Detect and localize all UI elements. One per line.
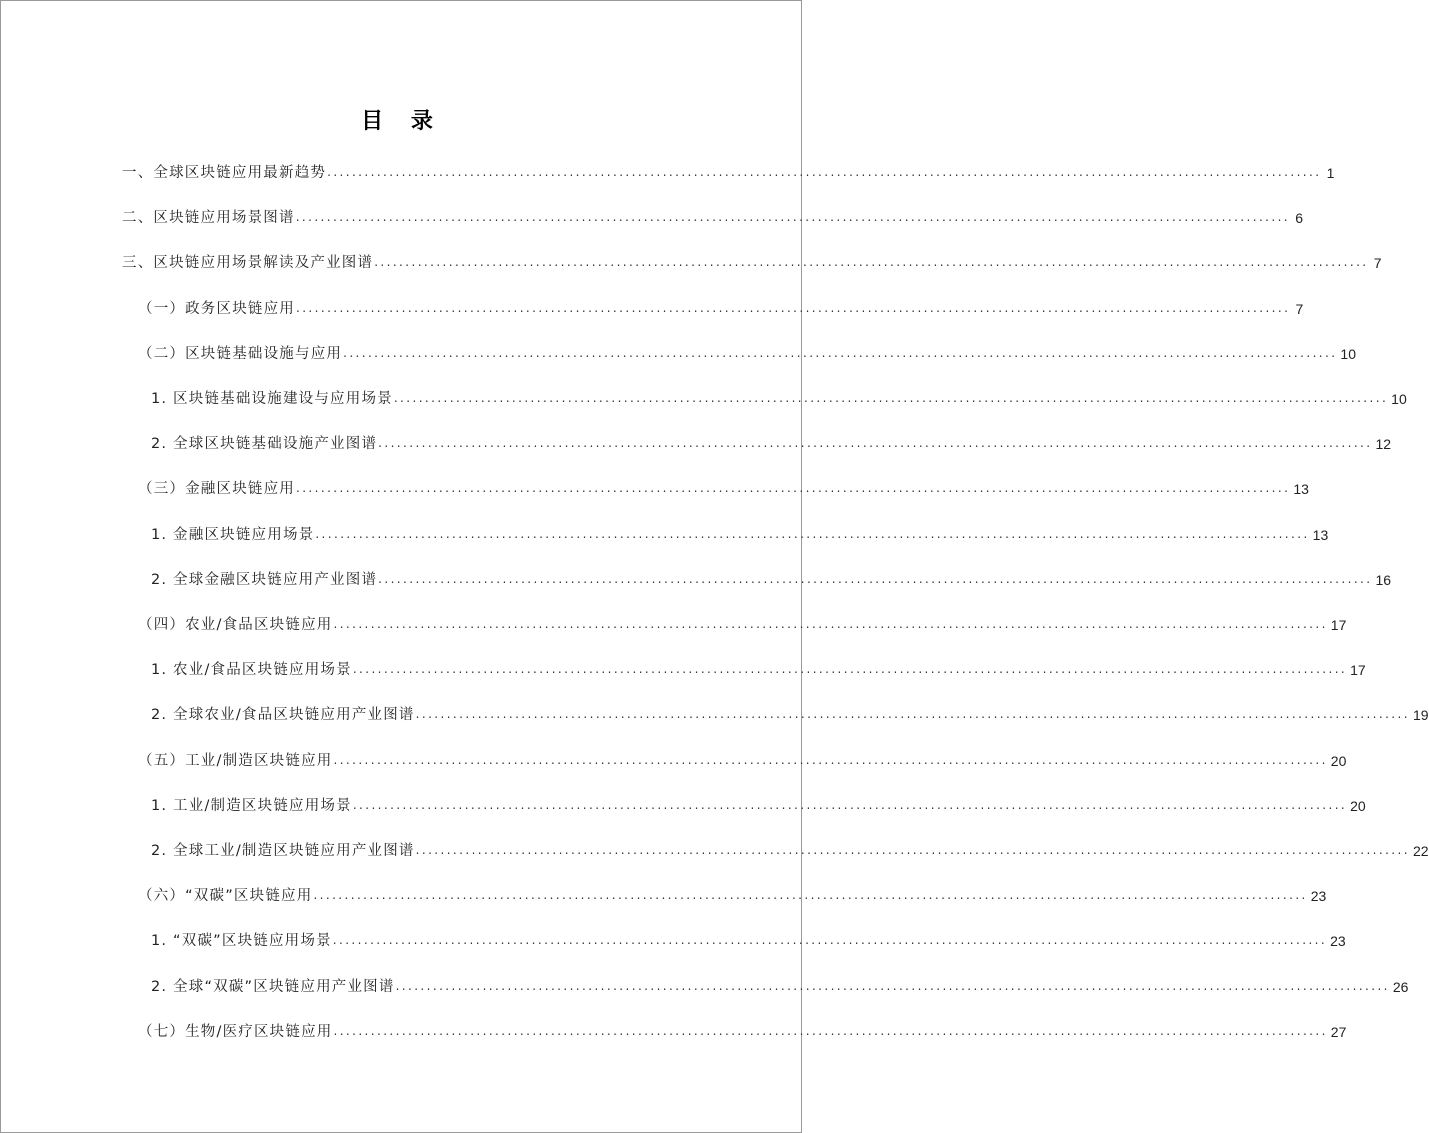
- toc-dot-leader: ................................................................................................................................................................: [333, 1023, 1328, 1038]
- toc-page-number: 17: [1330, 617, 1347, 633]
- toc-entry[interactable]: [138, 295, 1304, 319]
- toc-entry[interactable]: [138, 475, 1309, 499]
- toc-entry[interactable]: [151, 385, 1407, 409]
- toc-entry[interactable]: [151, 430, 1392, 454]
- toc-entry[interactable]: [151, 566, 1392, 590]
- toc-entry-title: 一、全球区块链应用最新趋势: [122, 165, 327, 181]
- toc-page-number: 13: [1293, 481, 1309, 498]
- toc-page-number: 20: [1330, 752, 1347, 769]
- toc-dot-leader: ................................................................................................................................................................: [415, 707, 1410, 722]
- toc-entry[interactable]: [138, 882, 1327, 906]
- toc-entry-title: （四）农业/食品区块链应用: [138, 617, 333, 633]
- toc-dot-leader: ................................................................................................................................................................: [313, 888, 1308, 903]
- toc-entry-title: 1. “双碳”区块链应用场景: [151, 933, 332, 950]
- toc-page-number: 20: [1350, 797, 1366, 814]
- toc-entry-title: （一）政务区块链应用: [138, 300, 295, 317]
- toc-entry[interactable]: [151, 927, 1346, 951]
- toc-entry-title: 1. 工业/制造区块链应用场景: [151, 797, 352, 814]
- toc-entry-title: 二、区块链应用场景图谱: [122, 210, 295, 227]
- toc-entry-title: 三、区块链应用场景解读及产业图谱: [122, 255, 374, 272]
- toc-entry[interactable]: [138, 1018, 1347, 1042]
- toc-dot-leader: ................................................................................................................................................................: [415, 843, 1410, 857]
- toc-entry-title: 2. 全球“双碳”区块链应用产业图谱: [151, 978, 395, 995]
- toc-entry[interactable]: [138, 611, 1347, 635]
- toc-dot-leader: ................................................................................................................................................................: [378, 571, 1373, 586]
- toc-page-number: 7: [1373, 255, 1382, 272]
- toc-dot-leader: ................................................................................................................................................................: [393, 391, 1389, 405]
- toc-entry-title: （二）区块链基础设施与应用: [138, 345, 343, 362]
- toc-page-number: 26: [1392, 978, 1409, 995]
- toc-entry-title: 1. 金融区块链应用场景: [151, 526, 315, 543]
- toc-entry-title: （七）生物/医疗区块链应用: [138, 1023, 333, 1040]
- toc-page-number: 1: [1326, 165, 1335, 181]
- toc-page-number: 17: [1350, 662, 1366, 679]
- toc-entry[interactable]: [151, 521, 1329, 545]
- toc-page-number: 10: [1340, 345, 1356, 362]
- toc-dot-leader: ................................................................................................................................................................: [378, 436, 1373, 451]
- toc-page-number: 22: [1412, 843, 1429, 859]
- toc-entry[interactable]: [151, 792, 1366, 816]
- toc-entry[interactable]: [151, 701, 1429, 725]
- toc-entry-title: 2. 全球工业/制造区块链应用产业图谱: [151, 843, 415, 859]
- toc-dot-leader: ................................................................................................................................................................: [374, 255, 1369, 270]
- toc-entry[interactable]: [138, 747, 1347, 771]
- toc-dot-leader: ................................................................................................................................................................: [327, 165, 1322, 179]
- toc-page-number: 27: [1330, 1023, 1347, 1040]
- toc-dot-leader: ................................................................................................................................................................: [296, 300, 1291, 315]
- toc-entry-title: （五）工业/制造区块链应用: [138, 752, 333, 769]
- toc-dot-leader: ................................................................................................................................................................: [296, 481, 1291, 496]
- toc-dot-leader: ................................................................................................................................................................: [295, 210, 1291, 225]
- toc-entry-title: 2. 全球农业/食品区块链应用产业图谱: [151, 707, 415, 724]
- toc-entry[interactable]: [122, 204, 1304, 228]
- toc-entry[interactable]: [151, 656, 1366, 680]
- toc-title: 目 录: [361, 109, 443, 134]
- toc-entry-title: 2. 全球金融区块链应用产业图谱: [151, 571, 378, 588]
- toc-entry-title: 1. 农业/食品区块链应用场景: [151, 662, 352, 679]
- toc-entry[interactable]: [138, 340, 1356, 364]
- toc-page-number: 6: [1295, 210, 1304, 227]
- toc-page-number: 16: [1375, 571, 1392, 588]
- toc-page-number: 23: [1310, 888, 1327, 905]
- toc-page-number: 19: [1412, 707, 1429, 724]
- toc-dot-leader: ................................................................................................................................................................: [395, 978, 1390, 993]
- toc-page-number: 23: [1330, 933, 1346, 950]
- toc-page-number: 7: [1295, 300, 1304, 317]
- toc-entry[interactable]: [122, 249, 1382, 273]
- toc-entry[interactable]: [151, 973, 1409, 997]
- toc-entry-title: （六）“双碳”区块链应用: [138, 888, 313, 905]
- toc-page-number: 13: [1312, 526, 1329, 543]
- toc-page-number: 12: [1375, 436, 1392, 453]
- toc-entry-title: 1. 区块链基础设施建设与应用场景: [151, 391, 393, 407]
- toc-dot-leader: ................................................................................................................................................................: [315, 526, 1310, 541]
- toc-entry-title: 2. 全球区块链基础设施产业图谱: [151, 436, 378, 453]
- toc-dot-leader: ................................................................................................................................................................: [343, 345, 1338, 360]
- toc-entry[interactable]: [151, 837, 1429, 861]
- toc-dot-leader: ................................................................................................................................................................: [352, 797, 1348, 812]
- toc-dot-leader: ................................................................................................................................................................: [333, 752, 1328, 767]
- toc-page-number: 10: [1391, 391, 1407, 407]
- toc-dot-leader: ................................................................................................................................................................: [333, 617, 1328, 631]
- toc-entry-title: （三）金融区块链应用: [138, 481, 295, 498]
- toc-entry[interactable]: [122, 159, 1335, 183]
- toc-dot-leader: ................................................................................................................................................................: [332, 933, 1328, 948]
- toc-dot-leader: ................................................................................................................................................................: [352, 662, 1348, 677]
